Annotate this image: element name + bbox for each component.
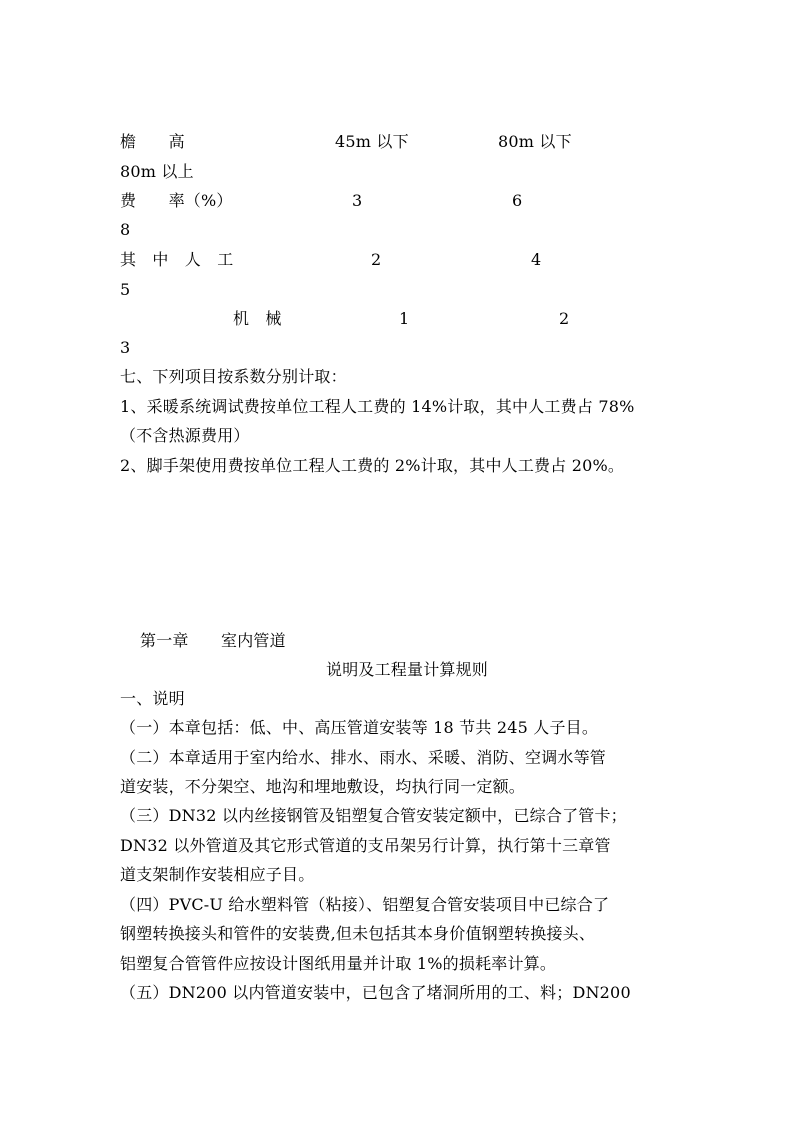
- table-header-eave-height: 檐 高: [120, 132, 185, 151]
- table-machine-value-2: 2: [559, 309, 570, 328]
- paragraph-5-line-1: （五）DN200 以内管道安装中，已包含了堵洞所用的工、料；DN200: [120, 983, 631, 1002]
- table-labor-value-1: 2: [371, 250, 382, 269]
- paragraph-3-line-2: DN32 以外管道及其它形式管道的支吊架另行计算，执行第十三章管: [120, 836, 611, 855]
- paragraph-3-line-1: （三）DN32 以内丝接钢管及铝塑复合管安装定额中，已综合了管卡；: [120, 806, 627, 825]
- table-rate-value-3: 8: [120, 220, 131, 239]
- table-machine-value-3: 3: [120, 338, 131, 357]
- paragraph-1: （一）本章包括：低、中、高压管道安装等 18 节共 245 人子目。: [120, 718, 599, 737]
- section-7-title: 七、下列项目按系数分别计取：: [120, 367, 347, 386]
- paragraph-3-line-3: 道支架制作安装相应子目。: [120, 865, 315, 884]
- paragraph-2-line-1: （二）本章适用于室内给水、排水、雨水、采暖、消防、空调水等管: [120, 748, 607, 767]
- chapter-subheading: 说明及工程量计算规则: [326, 660, 489, 679]
- paragraph-4-line-3: 铝塑复合管管件应按设计图纸用量并计取 1%的损耗率计算。: [120, 954, 557, 973]
- part-title: 一、说明: [120, 689, 185, 708]
- paragraph-4-line-2: 钢塑转换接头和管件的安装费,但未包括其本身价值钢塑转换接头、: [120, 924, 596, 943]
- table-header-below-45m: 45m 以下: [335, 132, 409, 151]
- paragraph-2-line-2: 道安装，不分架空、地沟和埋地敷设，均执行同一定额。: [120, 777, 526, 796]
- paragraph-4-line-1: （四）PVC-U 给水塑料管（粘接）、铝塑复合管安装项目中已综合了: [120, 895, 610, 914]
- table-rate-value-2: 6: [512, 191, 523, 210]
- table-labor-label: 其 中 人 工: [120, 250, 234, 269]
- table-labor-value-2: 4: [531, 250, 542, 269]
- table-header-below-80m: 80m 以下: [498, 132, 572, 151]
- chapter-heading: 第一章 室内管道: [140, 631, 286, 650]
- section-7-item-1-line-2: （不含热源费用）: [120, 426, 250, 445]
- table-labor-value-3: 5: [120, 280, 131, 299]
- section-7-item-1-line-1: 1、采暖系统调试费按单位工程人工费的 14%计取，其中人工费占 78%: [120, 397, 635, 416]
- table-machine-label: 机 械: [233, 309, 282, 328]
- table-rate-label: 费 率（%）: [120, 191, 233, 210]
- table-rate-value-1: 3: [352, 191, 363, 210]
- table-machine-value-1: 1: [399, 309, 410, 328]
- table-header-above-80m: 80m 以上: [120, 162, 194, 181]
- section-7-item-2: 2、脚手架使用费按单位工程人工费的 2%计取，其中人工费占 20%。: [120, 456, 625, 475]
